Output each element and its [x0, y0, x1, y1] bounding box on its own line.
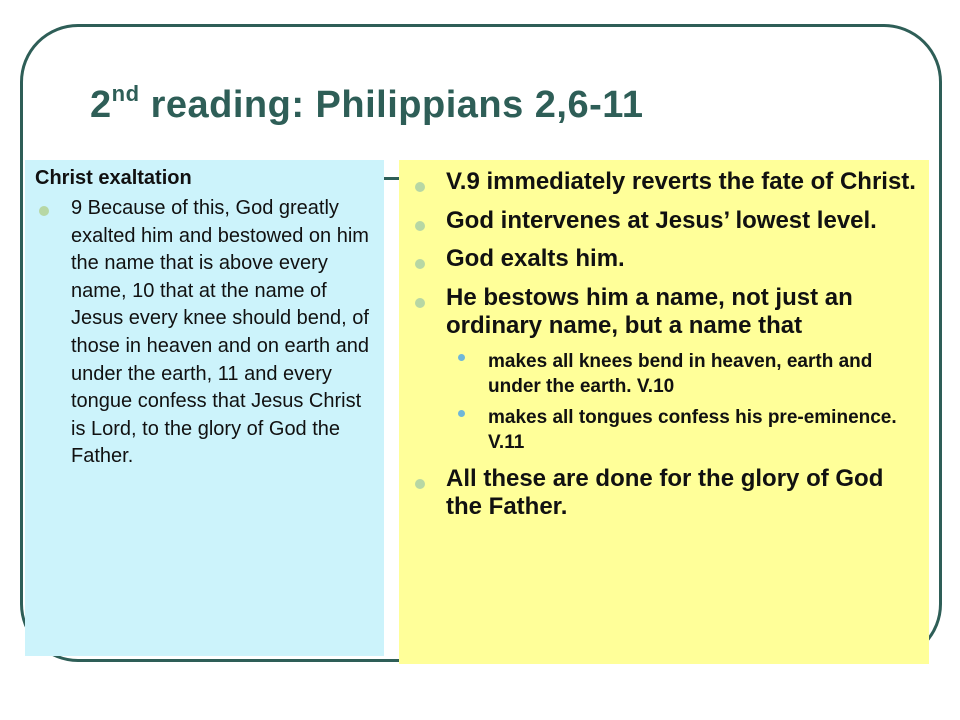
scripture-text: 9 Because of this, God greatly exalted him and bestowed on him the name that is above every name, 10 that at the name of Jesus every knee should bend, of those in heaven and on earth and under the earth, 11 and every tongue confess that Jesus Christ is Lord, to the glory of God the Father.	[71, 197, 370, 468]
commentary-text: God exalts him.	[446, 245, 625, 272]
commentary-list	[413, 168, 919, 522]
commentary-item	[413, 245, 919, 274]
commentary-text: V.9 immediately reverts the fate of Christ.	[446, 168, 916, 195]
commentary-sublist	[446, 349, 919, 455]
bullet-dot-icon	[39, 206, 49, 216]
commentary-subtext: makes all knees bend in heaven, earth and under the earth. V.10	[488, 350, 873, 397]
commentary-item	[413, 168, 919, 197]
commentary-subtext: makes all tongues confess his pre-eminence. V.11	[488, 406, 897, 453]
title-text: reading: Philippians 2,6-11	[139, 84, 644, 126]
commentary-item	[413, 284, 919, 455]
bullet-dot-icon	[415, 479, 425, 489]
scripture-panel	[25, 160, 384, 656]
commentary-subitem	[446, 349, 919, 399]
bullet-dot-icon	[415, 259, 425, 269]
commentary-item	[413, 207, 919, 236]
commentary-text: All these are done for the glory of God the Father.	[446, 464, 884, 520]
commentary-panel	[399, 160, 929, 664]
sub-bullet-icon	[458, 410, 465, 417]
slide-title	[90, 81, 644, 127]
title-superscript: nd	[111, 81, 140, 106]
commentary-text: God intervenes at Jesus’ lowest level.	[446, 206, 877, 234]
sub-bullet-icon	[458, 354, 465, 361]
bullet-dot-icon	[415, 298, 425, 308]
commentary-subitem	[446, 405, 919, 455]
bullet-dot-icon	[415, 182, 425, 192]
bullet-dot-icon	[415, 221, 425, 231]
title-number: 2	[90, 84, 112, 126]
scripture-list	[35, 195, 372, 471]
commentary-text: He bestows him a name, not just an ordinary name, but a name that	[446, 283, 853, 339]
commentary-item	[413, 465, 919, 522]
scripture-item	[35, 195, 372, 471]
scripture-heading: Christ exaltation	[35, 167, 192, 189]
